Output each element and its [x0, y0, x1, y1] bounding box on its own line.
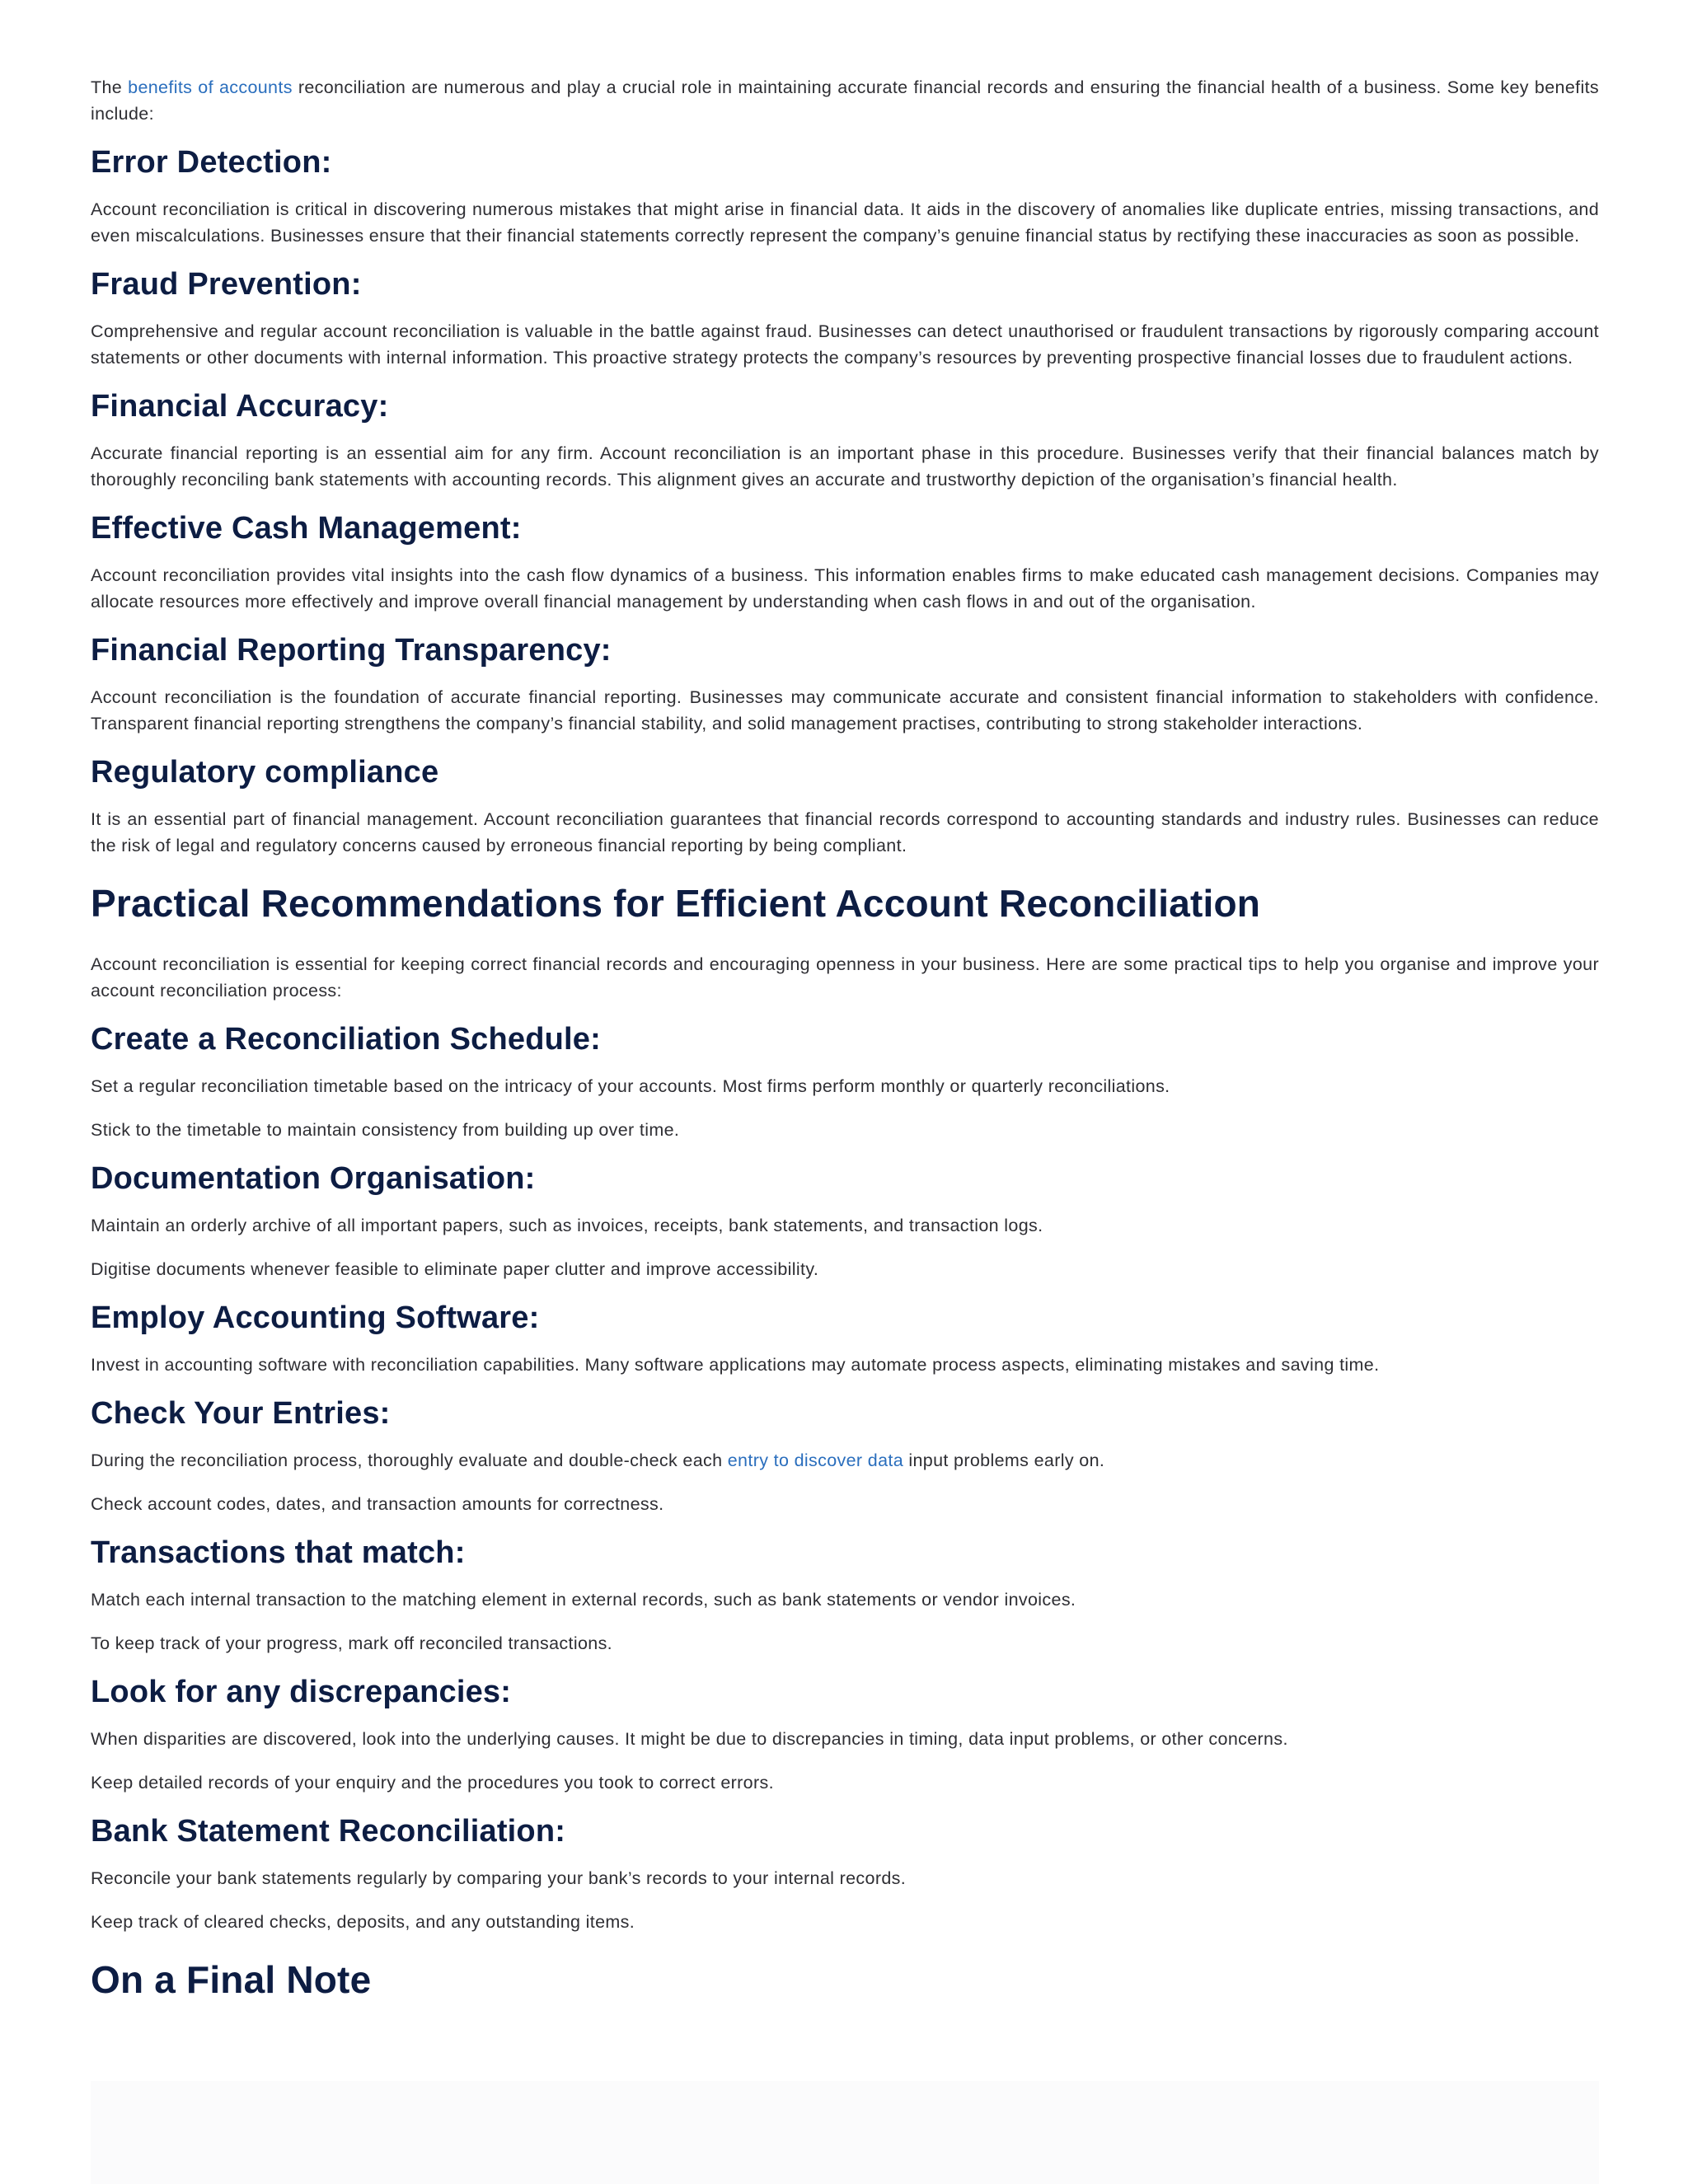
page-bottom-fade: [91, 2081, 1599, 2184]
heading-financial-reporting-transparency: Financial Reporting Transparency:: [91, 633, 612, 668]
paragraph-transactions-1: Match each internal transaction to the matching element in external records, such as bank statements or vendor invoices.: [91, 1590, 1076, 1610]
intro-paragraph: [91, 74, 1599, 127]
paragraph-transactions-2: To keep track of your progress, mark off reconciled transactions.: [91, 1633, 612, 1653]
paragraph-effective-cash-management: Account reconciliation provides vital insights into the cash flow dynamics of a business. This information enables firms to make educated cash management decisions. Companies may allocate resources more effectively and improve overall financial management by understanding when cash flows in and out of the organisation.: [91, 565, 1599, 612]
heading-employ-accounting-software: Employ Accounting Software:: [91, 1301, 540, 1335]
paragraph-recommendations-intro: Account reconciliation is essential for keeping correct financial records and encouraging openness in your business. Here are some practical tips to help you organise and improve your account reconciliation process:: [91, 954, 1599, 1001]
paragraph-fraud-prevention: Comprehensive and regular account reconciliation is valuable in the battle against fraud. Businesses can detect unauthorised or fraudulent transactions by rigorously comparing account statements or other documents with internal information. This proactive strategy protects the company’s resources by preventing prospective financial losses due to fraudulent actions.: [91, 321, 1599, 368]
paragraph-documentation-1: Maintain an orderly archive of all important papers, such as invoices, receipts, bank statements, and transaction logs.: [91, 1216, 1043, 1235]
check-entries-text-end: input problems early on.: [903, 1451, 1105, 1470]
paragraph-check-entries-1: [91, 1447, 1599, 1474]
paragraph-discrepancies-2: Keep detailed records of your enquiry and the procedures you took to correct errors.: [91, 1773, 774, 1793]
heading-transactions-that-match: Transactions that match:: [91, 1535, 466, 1570]
paragraph-discrepancies-1: When disparities are discovered, look into the underlying causes. It might be due to discrepancies in timing, data input problems, or other concerns.: [91, 1729, 1288, 1749]
heading-bank-statement-reconciliation: Bank Statement Reconciliation:: [91, 1814, 566, 1849]
heading-regulatory-compliance: Regulatory compliance: [91, 755, 439, 790]
paragraph-bank-statement-1: Reconcile your bank statements regularly by comparing your bank’s records to your internal records.: [91, 1868, 907, 1888]
paragraph-error-detection: Account reconciliation is critical in discovering numerous mistakes that might arise in financial data. It aids in the discovery of anomalies like duplicate entries, missing transactions, and even miscalculations. Businesses ensure that their financial statements correctly represent the company’s genuine financial status by rectifying these inaccuracies as soon as possible.: [91, 199, 1599, 246]
heading-error-detection: Error Detection:: [91, 145, 332, 180]
paragraph-schedule-1: Set a regular reconciliation timetable based on the intricacy of your accounts. Most firms perform monthly or quarterly reconciliations.: [91, 1076, 1170, 1096]
paragraph-schedule-2: Stick to the timetable to maintain consistency from building up over time.: [91, 1120, 680, 1140]
paragraph-documentation-2: Digitise documents whenever feasible to eliminate paper clutter and improve accessibility.: [91, 1259, 819, 1279]
entry-to-discover-data-link[interactable]: entry to discover data: [727, 1451, 904, 1470]
paragraph-accounting-software: Invest in accounting software with reconciliation capabilities. Many software applications may automate process aspects, eliminating mistakes and saving time.: [91, 1355, 1380, 1375]
intro-text-start: The: [91, 77, 129, 97]
heading-on-a-final-note: On a Final Note: [91, 1958, 372, 2001]
paragraph-bank-statement-2: Keep track of cleared checks, deposits, and any outstanding items.: [91, 1912, 635, 1932]
heading-fraud-prevention: Fraud Prevention:: [91, 267, 362, 302]
heading-financial-accuracy: Financial Accuracy:: [91, 389, 389, 424]
benefits-of-accounts-link[interactable]: benefits of accounts: [128, 77, 293, 97]
paragraph-financial-reporting-transparency: Account reconciliation is the foundation of accurate financial reporting. Businesses may communicate accurate and consistent financial information to stakeholders with confidence. Transparent financial reporting strengthens the company’s financial stability, and solid management practises, contributing to strong stakeholder interactions.: [91, 687, 1599, 733]
heading-look-for-discrepancies: Look for any discrepancies:: [91, 1675, 512, 1709]
paragraph-regulatory-compliance: It is an essential part of financial management. Account reconciliation guarantees that financial records correspond to accounting standards and industry rules. Businesses can reduce the risk of legal and regulatory concerns caused by erroneous financial reporting by being compliant.: [91, 809, 1599, 855]
paragraph-check-entries-2: Check account codes, dates, and transaction amounts for correctness.: [91, 1494, 664, 1514]
article-body: [91, 74, 1599, 2003]
heading-documentation-organisation: Documentation Organisation:: [91, 1161, 536, 1196]
check-entries-text-start: During the reconciliation process, thoroughly evaluate and double-check each: [91, 1451, 728, 1470]
heading-practical-recommendations: Practical Recommendations for Efficient Account Reconciliation: [91, 882, 1261, 925]
heading-check-your-entries: Check Your Entries:: [91, 1396, 391, 1431]
intro-text-end: reconciliation are numerous and play a crucial role in maintaining accurate financial records and ensuring the financial health of a business. Some key benefits include:: [91, 77, 1600, 124]
heading-effective-cash-management: Effective Cash Management:: [91, 511, 522, 546]
heading-create-reconciliation-schedule: Create a Reconciliation Schedule:: [91, 1022, 601, 1057]
paragraph-financial-accuracy: Accurate financial reporting is an essential aim for any firm. Account reconciliation is an important phase in this procedure. Businesses verify that their financial balances match by thoroughly reconciling bank statements with accounting records. This alignment gives an accurate and trustworthy depiction of the organisation’s financial health.: [91, 443, 1599, 490]
